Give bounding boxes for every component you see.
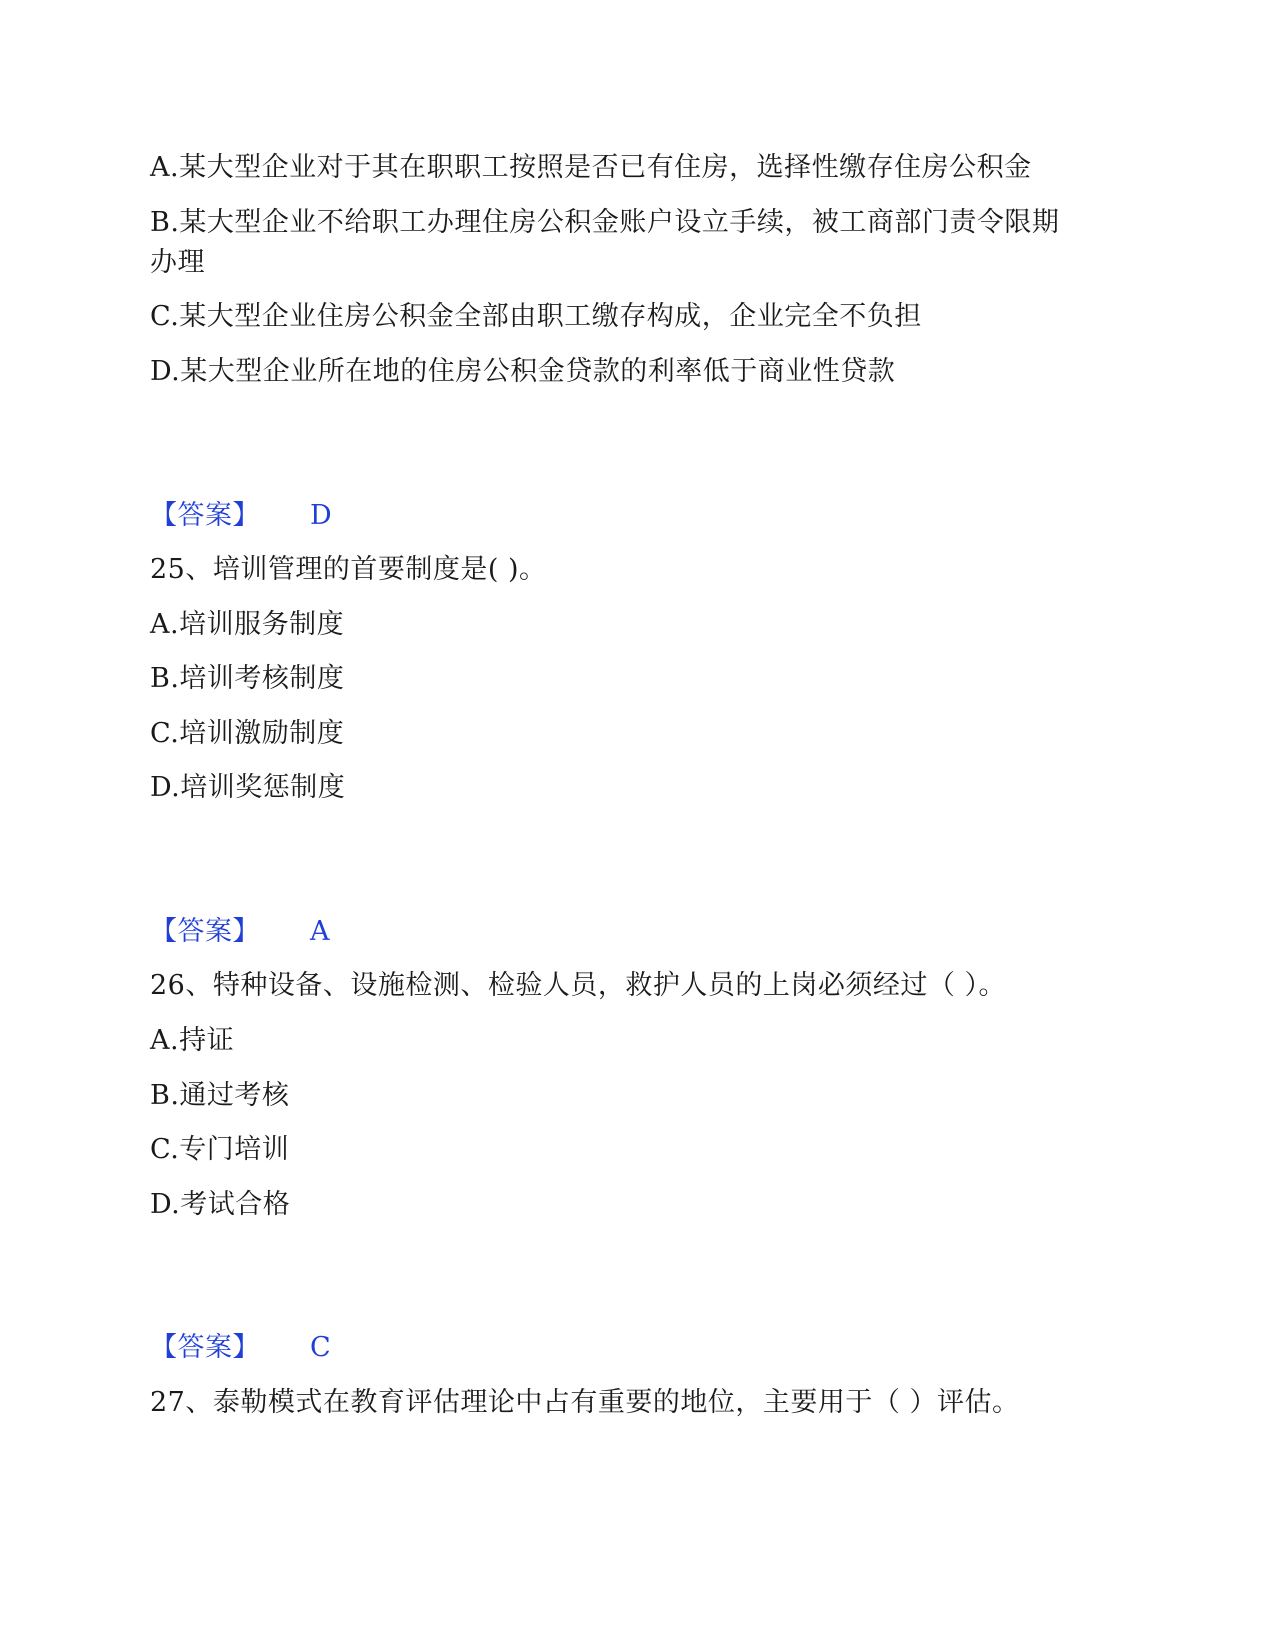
answer-value: D: [310, 500, 333, 531]
q27-question: 27、泰勒模式在教育评估理论中占有重要的地位，主要用于（ ）评估。: [150, 1387, 1020, 1418]
q25-option-d: D.培训奖惩制度: [150, 772, 346, 803]
q26-option-d: D.考试合格: [150, 1189, 291, 1220]
q24-option-a: A.某大型企业对于其在职职工按照是否已有住房，选择性缴存住房公积金: [150, 152, 1032, 183]
q25-answer: [150, 912, 330, 952]
q26-answer: [150, 1328, 331, 1368]
q24-option-c: C.某大型企业住房公积金全部由职工缴存构成，企业完全不负担: [150, 301, 922, 332]
q26-option-b: B.通过考核: [150, 1080, 290, 1111]
q26-option-c: C.专门培训: [150, 1134, 290, 1165]
answer-value: A: [310, 916, 330, 947]
q24-answer: [150, 496, 332, 536]
q24-option-b: B.某大型企业不给职工办理住房公积金账户设立手续，被工商部门责令限期: [150, 207, 1060, 238]
answer-value: C: [310, 1332, 332, 1363]
q25-option-b: B.培训考核制度: [150, 663, 345, 694]
q25-option-c: C.培训激励制度: [150, 718, 345, 749]
answer-label: 【答案】: [150, 1332, 260, 1363]
q25-question: 25、培训管理的首要制度是( )。: [150, 554, 547, 585]
q25-option-a: A.培训服务制度: [150, 609, 345, 640]
answer-label: 【答案】: [150, 500, 260, 531]
q24-option-b-continued: 办理: [150, 247, 205, 278]
q26-question: 26、特种设备、设施检测、检验人员，救护人员的上岗必须经过（ ）。: [150, 970, 1006, 1001]
q26-option-a: A.持证: [150, 1025, 235, 1056]
answer-label: 【答案】: [150, 916, 260, 947]
q24-option-d: D.某大型企业所在地的住房公积金贷款的利率低于商业性贷款: [150, 356, 896, 387]
